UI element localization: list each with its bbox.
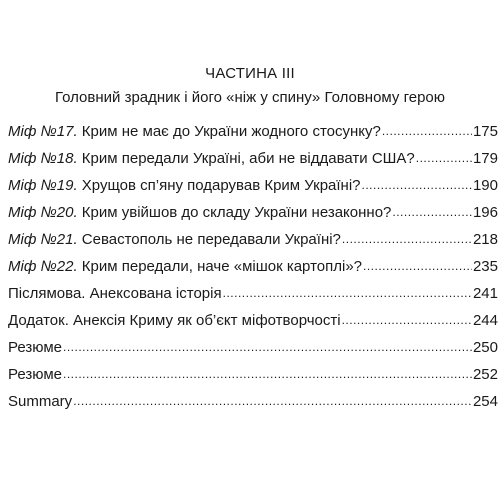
toc-entry-label [8, 365, 62, 385]
toc-page-number: 252 [472, 366, 498, 383]
toc-entry-afterword[interactable] [8, 284, 498, 311]
toc-page-number: 196 [472, 204, 498, 221]
toc-entry-myth-17[interactable] [8, 122, 498, 149]
toc-entry-myth-19[interactable] [8, 176, 498, 203]
toc-entry-myth-number: Міф №18. [8, 150, 78, 167]
toc-leader-dots [382, 122, 472, 141]
toc-entry-title: Додаток. Анексія Криму як об’єкт міфотворчості [8, 312, 341, 329]
toc-entry-label [8, 284, 222, 304]
toc-entry-title: Крим не має до України жодного стосунку? [77, 123, 381, 140]
toc-entry-label [8, 149, 415, 169]
part-title: ЧАСТИНА III [205, 65, 295, 82]
toc-entry-myth-21[interactable] [8, 230, 498, 257]
toc-entry-myth-number: Міф №17. [8, 123, 78, 140]
toc-entry-myth-18[interactable] [8, 149, 498, 176]
toc-entry-title: Резюме [8, 339, 62, 356]
toc-entry-title: Summary [8, 393, 73, 410]
toc-entry-summary-2[interactable] [8, 365, 498, 392]
toc-page-number: 179 [472, 150, 498, 167]
toc-entry-appendix[interactable] [8, 311, 498, 338]
toc-leader-dots [416, 149, 472, 168]
toc-leader-dots [63, 338, 472, 357]
toc-entry-myth-22[interactable] [8, 257, 498, 284]
toc-entry-title: Крим передали Україні, аби не віддавати США? [77, 150, 415, 167]
toc-leader-dots [63, 365, 472, 384]
toc-entry-title: Крим увійшов до складу України незаконно? [77, 204, 392, 221]
toc-entry-myth-number: Міф №21. [8, 231, 78, 248]
toc-leader-dots [342, 311, 472, 330]
toc-entry-title: Хрущов сп’яну подарував Крим Україні? [77, 177, 361, 194]
toc-entry-label [8, 230, 341, 250]
toc-entry-label [8, 203, 391, 223]
toc-entry-myth-number: Міф №20. [8, 204, 78, 221]
toc-leader-dots [342, 230, 472, 249]
toc-entry-summary-1[interactable] [8, 338, 498, 365]
toc-entry-label [8, 122, 381, 142]
toc-leader-dots [73, 392, 472, 411]
table-of-contents [8, 122, 498, 419]
toc-entry-title: Резюме [8, 366, 62, 383]
toc-entry-title: Крим передали, наче «мішок картоплі»? [77, 258, 363, 275]
toc-leader-dots [362, 176, 472, 195]
toc-page-number: 250 [472, 339, 498, 356]
toc-entry-summary-english[interactable] [8, 392, 498, 419]
toc-page-number: 235 [472, 258, 498, 275]
toc-entry-myth-number: Міф №19. [8, 177, 78, 194]
toc-entry-label [8, 176, 361, 196]
toc-page-number: 241 [472, 285, 498, 302]
toc-entry-title: Севастополь не передавали Україні? [77, 231, 341, 248]
toc-page-number: 218 [472, 231, 498, 248]
toc-entry-label [8, 338, 62, 358]
toc-entry-label [8, 257, 362, 277]
toc-leader-dots [392, 203, 472, 222]
toc-entry-title: Післямова. Анексована історія [8, 285, 222, 302]
part-subtitle: Головний зрадник і його «ніж у спину» Головному герою [55, 89, 445, 106]
toc-page-number: 244 [472, 312, 498, 329]
toc-leader-dots [223, 284, 472, 303]
toc-leader-dots [363, 257, 472, 276]
toc-entry-myth-20[interactable] [8, 203, 498, 230]
toc-page-number: 175 [472, 123, 498, 140]
toc-page-number: 254 [472, 393, 498, 410]
toc-entry-label [8, 392, 72, 412]
toc-page-number: 190 [472, 177, 498, 194]
toc-entry-myth-number: Міф №22. [8, 258, 78, 275]
toc-entry-label [8, 311, 341, 331]
